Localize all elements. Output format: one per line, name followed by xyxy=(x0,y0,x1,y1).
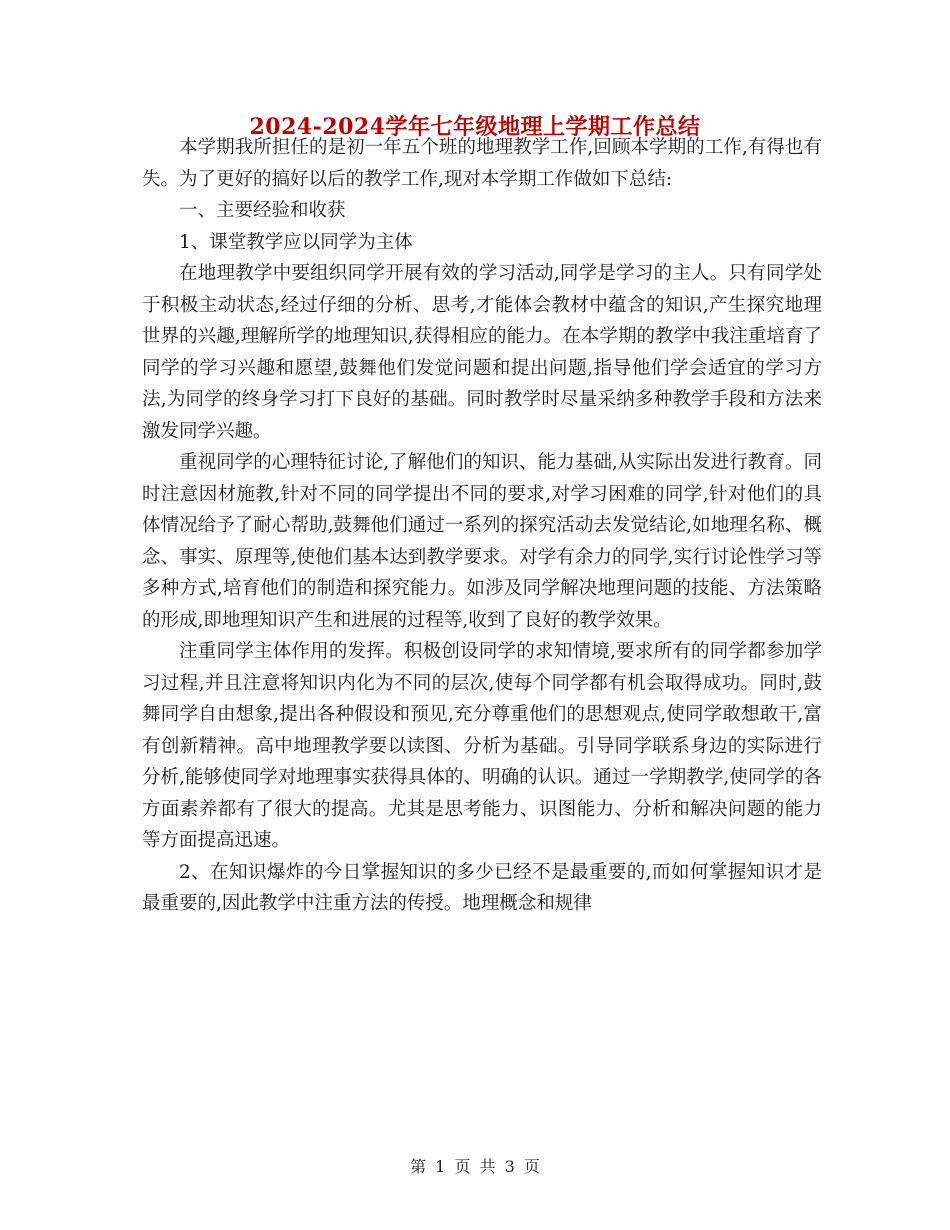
paragraph: 在地理教学中要组织同学开展有效的学习活动,同学是学习的主人。只有同学处于积极主动状态,经过仔细的分析、思考,才能体会教材中蕴含的知识,产生探究地理世界的兴趣,理解所学的地理知识,获得相应的能力。在本学期的教学中我注重培育了同学的学习兴趣和愿望,鼓舞他们发觉问题和提出问题,指导他们学会适宜的学习方法,为同学的终身学习打下良好的基础。同时教学时尽量采纳多种教学手段和方法来激发同学兴趣。 xyxy=(142,263,822,442)
paragraph: 2、在知识爆炸的今日掌握知识的多少已经不是最重要的,而如何掌握知识才是最重要的,因此教学中注重方法的传授。地理概念和规律 xyxy=(142,861,822,914)
paragraph-intro: 本学期我所担任的是初一年五个班的地理教学工作,回顾本学期的工作,有得也有失。为了更好的搞好以后的教学工作,现对本学期工作做如下总结: xyxy=(142,137,822,190)
page-number-footer: 第 1 页 共 3 页 xyxy=(410,1157,540,1176)
document-body xyxy=(142,132,822,920)
paragraph: 重视同学的心理特征讨论,了解他们的知识、能力基础,从实际出发进行教育。同时注意因材施教,针对不同的同学提出不同的要求,对学习困难的同学,针对他们的具体情况给予了耐心帮助,鼓舞他们通过一系列的探究活动去发觉结论,如地理名称、概念、事实、原理等,使他们基本达到教学要求。对学有余力的同学,实行讨论性学习等多种方式,培育他们的制造和探究能力。如涉及同学解决地理问题的技能、方法策略的形成,即地理知识产生和进展的过程等,收到了良好的教学效果。 xyxy=(142,452,822,631)
paragraph: 注重同学主体作用的发挥。积极创设同学的求知情境,要求所有的同学都参加学习过程,并且注意将知识内化为不同的层次,使每个同学都有机会取得成功。同时,鼓舞同学自由想象,提出各种假设和预见,充分尊重他们的思想观点,使同学敢想敢干,富有创新精神。高中地理教学要以读图、分析为基础。引导同学联系身边的实际进行分析,能够使同学对地理事实获得具体的、明确的认识。通过一学期教学,使同学的各方面素养都有了很大的提高。尤其是思考能力、识图能力、分析和解决问题的能力等方面提高迅速。 xyxy=(142,641,822,851)
subsection-heading: 1、课堂教学应以同学为主体 xyxy=(179,231,413,253)
document-title: 2024-2024学年七年级地理上学期工作总结 xyxy=(249,114,701,140)
section-heading: 一、主要经验和收获 xyxy=(179,200,346,221)
